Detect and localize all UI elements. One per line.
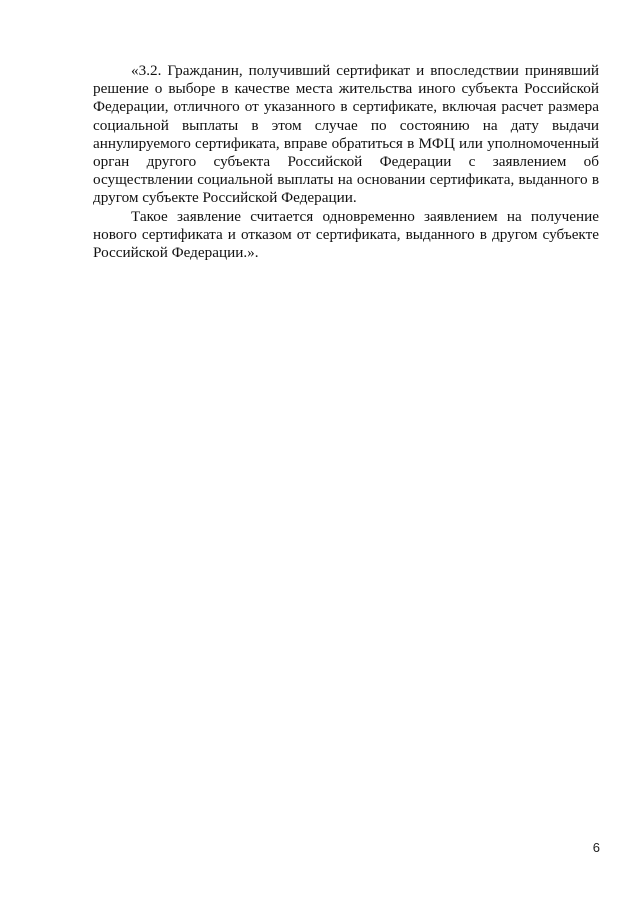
document-body xyxy=(93,62,599,262)
page-number: 6 xyxy=(592,840,600,855)
paragraph-statement: Такое заявление считается одновременно заявлением на получение нового сертификата и отказом от сертификата, выданного в другом субъекте Российской Федерации.». xyxy=(93,207,599,262)
paragraph-3-2: «3.2. Гражданин, получивший сертификат и впоследствии принявший решение о выборе в качестве места жительства иного субъекта Российской Федерации, отличного от указанного в сертификате, включая расчет размера социальной выплаты в этом случае по состоянию на дату выдачи аннулируемого сертификата, вправе обратиться в МФЦ или уполномоченный орган другого субъекта Российской Федерации с заявлением об осуществлении социальной выплаты на основании сертификата, выданного в другом субъекте Российской Федерации. xyxy=(93,62,599,207)
